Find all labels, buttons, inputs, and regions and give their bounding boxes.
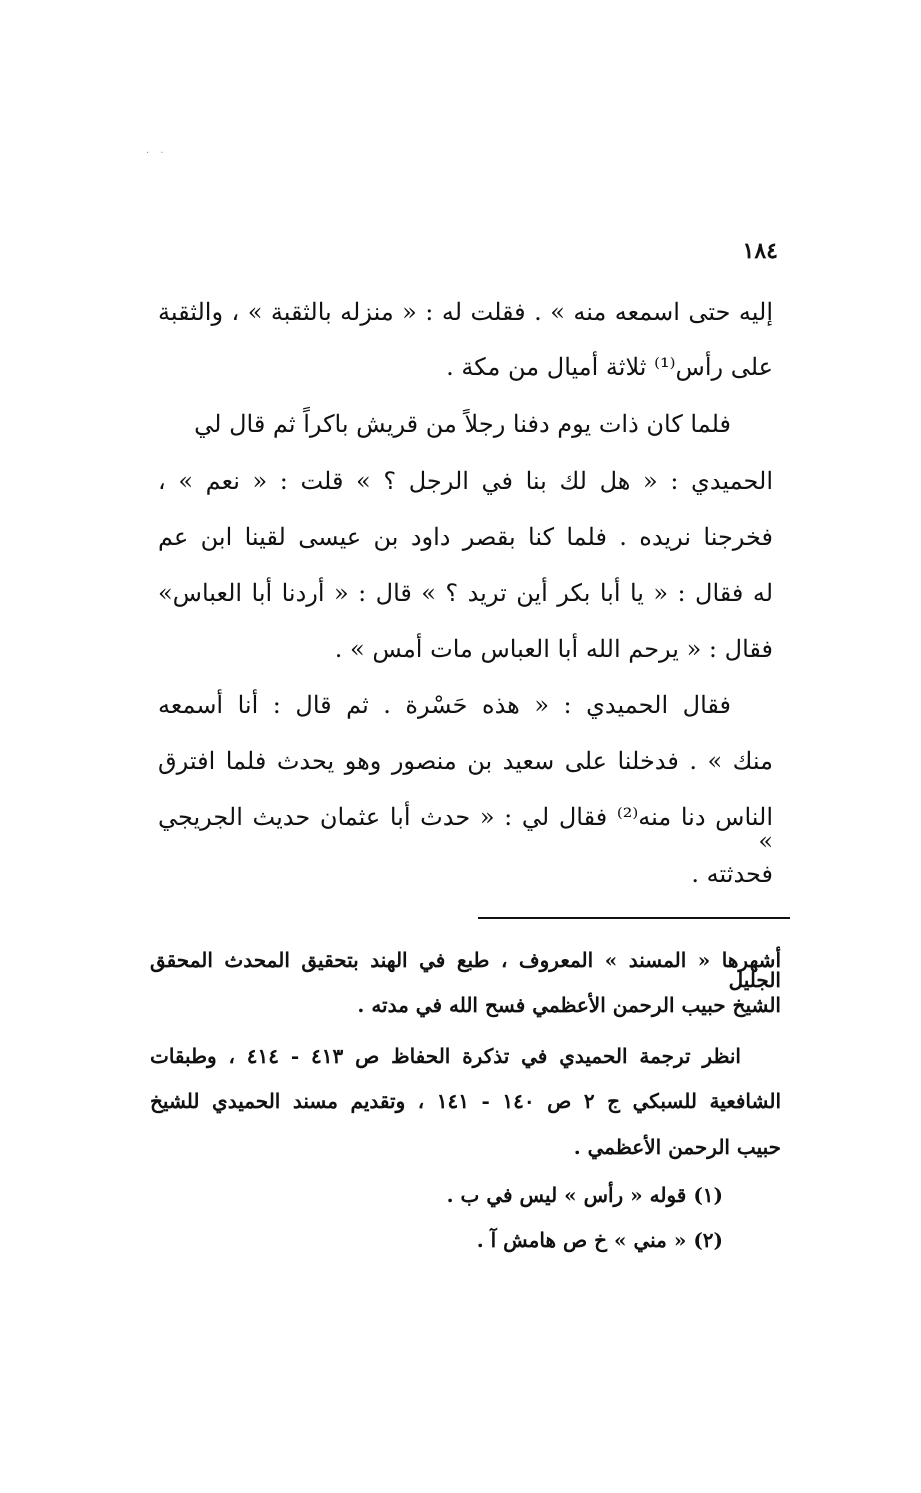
body-line-3: فلما كان ذات يوم دفنا رجلاً من قريش باكراً ثم قال لي: [194, 410, 731, 438]
footnote-line-3: انظر ترجمة الحميدي في تذكرة الحفاظ ص ٤١٣ - ٤١٤ ، وطبقات: [150, 1044, 741, 1068]
footnote-line-7: (٢) « مني » خ ص هامش آ .: [476, 1228, 723, 1252]
footnote-separator: [478, 917, 790, 919]
footnote-line-2: الشيخ حبيب الرحمن الأعظمي فسح الله في مدته .: [357, 993, 781, 1017]
body-line-8: فقال الحميدي : « هذه حَسْرة . ثم قال : أنا أسمعه: [158, 691, 731, 719]
footnote-line-5: حبيب الرحمن الأعظمي .: [573, 1135, 781, 1159]
body-line-6: له فقال : « يا أبا بكر أين تريد ؟ » قال : « أردنا أبا العباس»: [158, 579, 773, 607]
body-line-4: الحميدي : « هل لك بنا في الرجل ؟ » قلت : « نعم » ،: [158, 467, 773, 495]
footnote-line-4: الشافعية للسبكي ج ٢ ص ١٤٠ - ١٤١ ، وتقديم مسند الحميدي للشيخ: [150, 1089, 782, 1113]
body-line-10: الناس دنا منه⁽²⁾ فقال لي : « حدث أبا عثمان حديث الجريجي »: [158, 803, 773, 855]
page-number: ١٨٤: [742, 238, 778, 264]
body-line-9: منك » . فدخلنا على سعيد بن منصور وهو يحدث فلما افترق: [158, 747, 773, 775]
footnote-line-6: (١) قوله « رأس » ليس في ب .: [446, 1183, 723, 1207]
scan-speck: · ·: [146, 148, 168, 159]
body-line-5: فخرجنا نريده . فلما كنا بقصر داود بن عيسى لقينا ابن عم: [158, 523, 773, 551]
footnote-line-1: أشهرها « المسند » المعروف ، طبع في الهند بتحقيق المحدث المحقق الجليل: [150, 948, 781, 992]
body-line-2: على رأس⁽¹⁾ ثلاثة أميال من مكة .: [446, 353, 773, 381]
body-line-11: فحدثته .: [691, 860, 773, 888]
body-line-1: إليه حتى اسمعه منه » . فقلت له : « منزله بالثقبة » ، والثقبة: [158, 298, 773, 326]
body-line-7: فقال : « يرحم الله أبا العباس مات أمس » .: [334, 635, 773, 663]
